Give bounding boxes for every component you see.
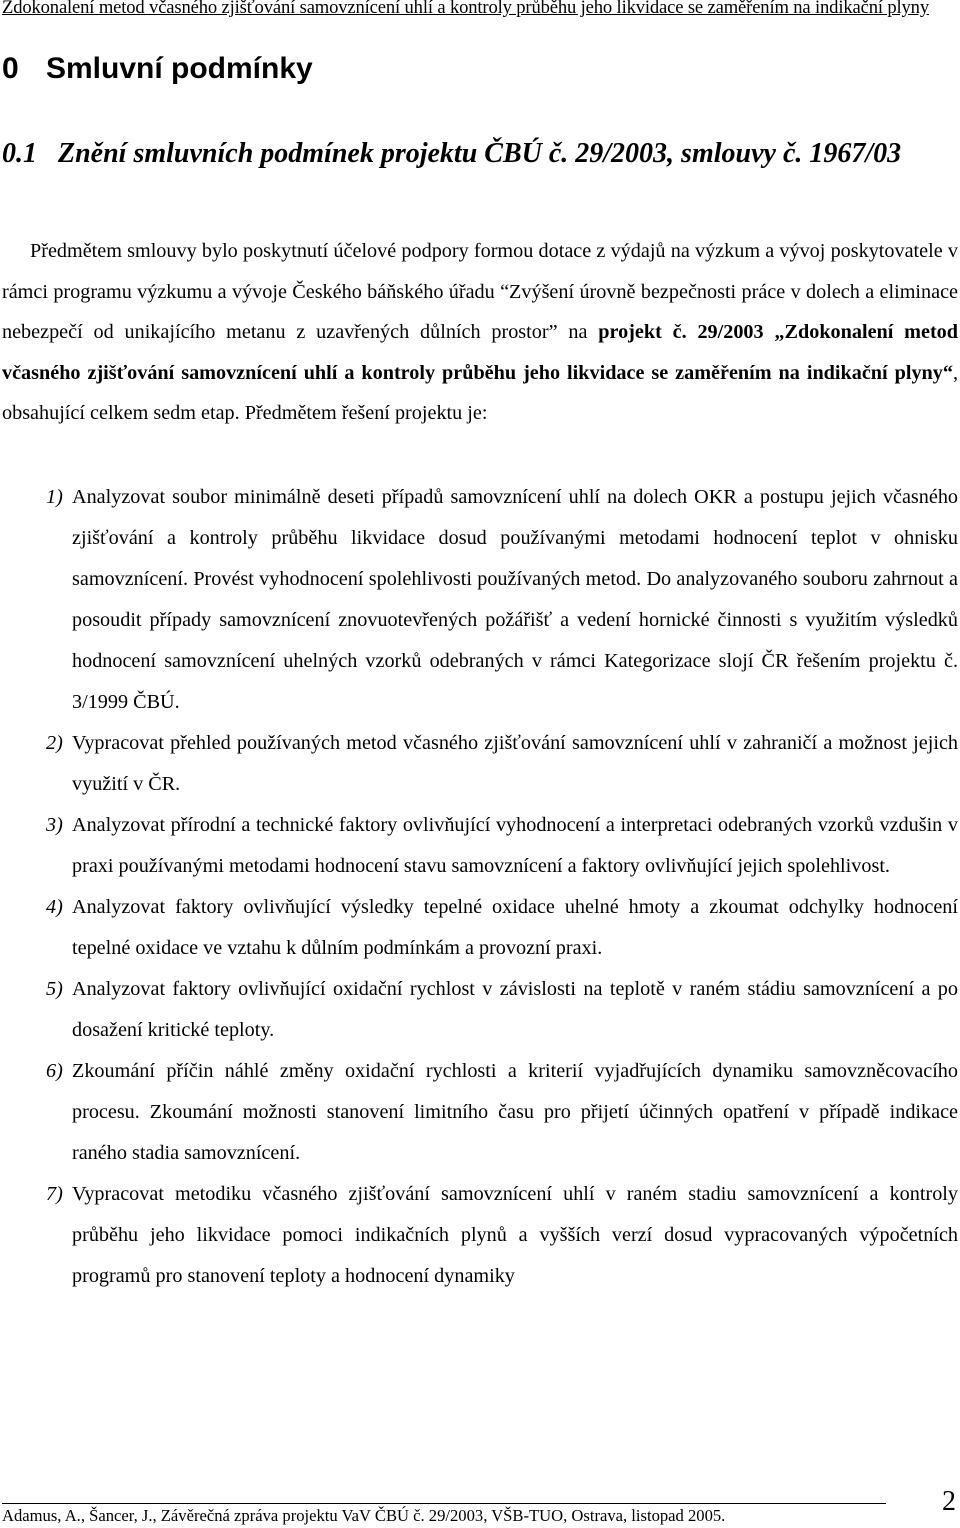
- footer-divider: [2, 1503, 886, 1504]
- footer-citation: Adamus, A., Šancer, J., Závěrečná zpráva projektu VaV ČBÚ č. 29/2003, VŠB-TUO, Ostrava, listopad 2005.: [2, 1506, 726, 1525]
- list-item-text: Analyzovat soubor minimálně deseti případů samovznícení uhlí na dolech OKR a postupu jejich včasného zjišťování a kontroly průběhu likvidace dosud používanými metodami hodnocení teplot v ohnisku samovznícení. Provést vyhodnocení spolehlivosti používaných metod. Do analyzovaného souboru zahrnout a posoudit případy samovznícení znovuotevřených požářišť a vedení hornické činnosti s využitím výsledků hodnocení samovznícení uhelných vzorků odebraných v rámci Kategorizace slojí ČR řešením projektu č. 3/1999 ČBÚ.: [72, 486, 958, 713]
- objectives-list: [0, 477, 958, 1297]
- intro-tail: , obsahující celkem sedm etap. Předmětem řešení projektu je:: [2, 361, 958, 425]
- list-item-text: Analyzovat faktory ovlivňující oxidační rychlost v závislosti na teplotě v raném stádiu samovznícení a po dosažení kritické teploty.: [72, 978, 958, 1041]
- running-header-title: Zdokonalení metod včasného zjišťování samovznícení uhlí a kontroly průběhu jeho likvidace se zaměřením na indikační plyny: [2, 0, 929, 18]
- list-item-text: Vypracovat metodiku včasného zjišťování samovznícení uhlí v raném stadiu samovznícení a kontroly průběhu jeho likvidace pomoci indikačních plynů a vyšších verzí dosud vypracovaných výpočetních programů pro stanovení teploty a hodnocení dynamiky: [72, 1183, 958, 1287]
- list-marker: 2): [46, 732, 63, 754]
- list-item: [0, 887, 958, 969]
- page-number: 2: [942, 1486, 956, 1517]
- chapter-title: Smluvní podmínky: [46, 52, 313, 85]
- list-item-text: Analyzovat faktory ovlivňující výsledky tepelné oxidace uhelné hmoty a zkoumat odchylky hodnocení tepelné oxidace ve vztahu k důlním podmínkám a provozní praxi.: [72, 896, 958, 959]
- list-marker: 5): [46, 978, 63, 1000]
- list-item-text: Zkoumání příčin náhlé změny oxidační rychlosti a kriterií vyjadřujících dynamiku samovzněcovacího procesu. Zkoumání možnosti stanovení limitního času pro přijetí účinných opatření v případě indikace raného stadia samovznícení.: [72, 1060, 958, 1164]
- list-item: [0, 969, 958, 1051]
- list-item-text: Vypracovat přehled používaných metod včasného zjišťování samovznícení uhlí v zahraničí a možnost jejich využití v ČR.: [72, 732, 958, 795]
- section-number: 0.1: [2, 138, 37, 169]
- list-item-text: Analyzovat přírodní a technické faktory ovlivňující vyhodnocení a interpretaci odebraných vzorků vzdušin v praxi používanými metodami hodnocení stavu samovznícení a faktory ovlivňující jejich spolehlivost.: [72, 814, 958, 877]
- list-item: [0, 723, 958, 805]
- chapter-heading: [2, 52, 313, 86]
- chapter-number: 0: [2, 52, 19, 85]
- list-item: [0, 1051, 958, 1174]
- list-marker: 4): [46, 896, 63, 918]
- intro-project-bold: projekt č. 29/2003 „Zdokonalení metod včasného zjišťování samovznícení uhlí a kontroly průběhu jeho likvidace se zaměřením na indikační plyny“: [2, 321, 958, 384]
- list-item: [0, 477, 958, 723]
- list-marker: 3): [46, 814, 63, 836]
- intro-text: Předmětem smlouvy bylo poskytnutí účelové podpory formou dotace z výdajů na výzkum a vývoj poskytovatele v rámci programu výzkumu a vývoje Českého báňského úřadu “Zvýšení úrovně bezpečnosti práce v dolech a eliminace nebezpečí od unikajícího metanu z uzavřených důlních prostor” na: [2, 240, 958, 344]
- list-marker: 6): [46, 1060, 63, 1082]
- list-item: [0, 1174, 958, 1297]
- running-header: [0, 0, 960, 22]
- section-title: Znění smluvních podmínek projektu ČBÚ č. 29/2003, smlouvy č. 1967/03: [58, 138, 902, 169]
- section-heading: [2, 138, 901, 170]
- intro-paragraph: [2, 231, 958, 434]
- list-marker: 1): [46, 486, 63, 508]
- list-marker: 7): [46, 1183, 63, 1205]
- list-item: [0, 805, 958, 887]
